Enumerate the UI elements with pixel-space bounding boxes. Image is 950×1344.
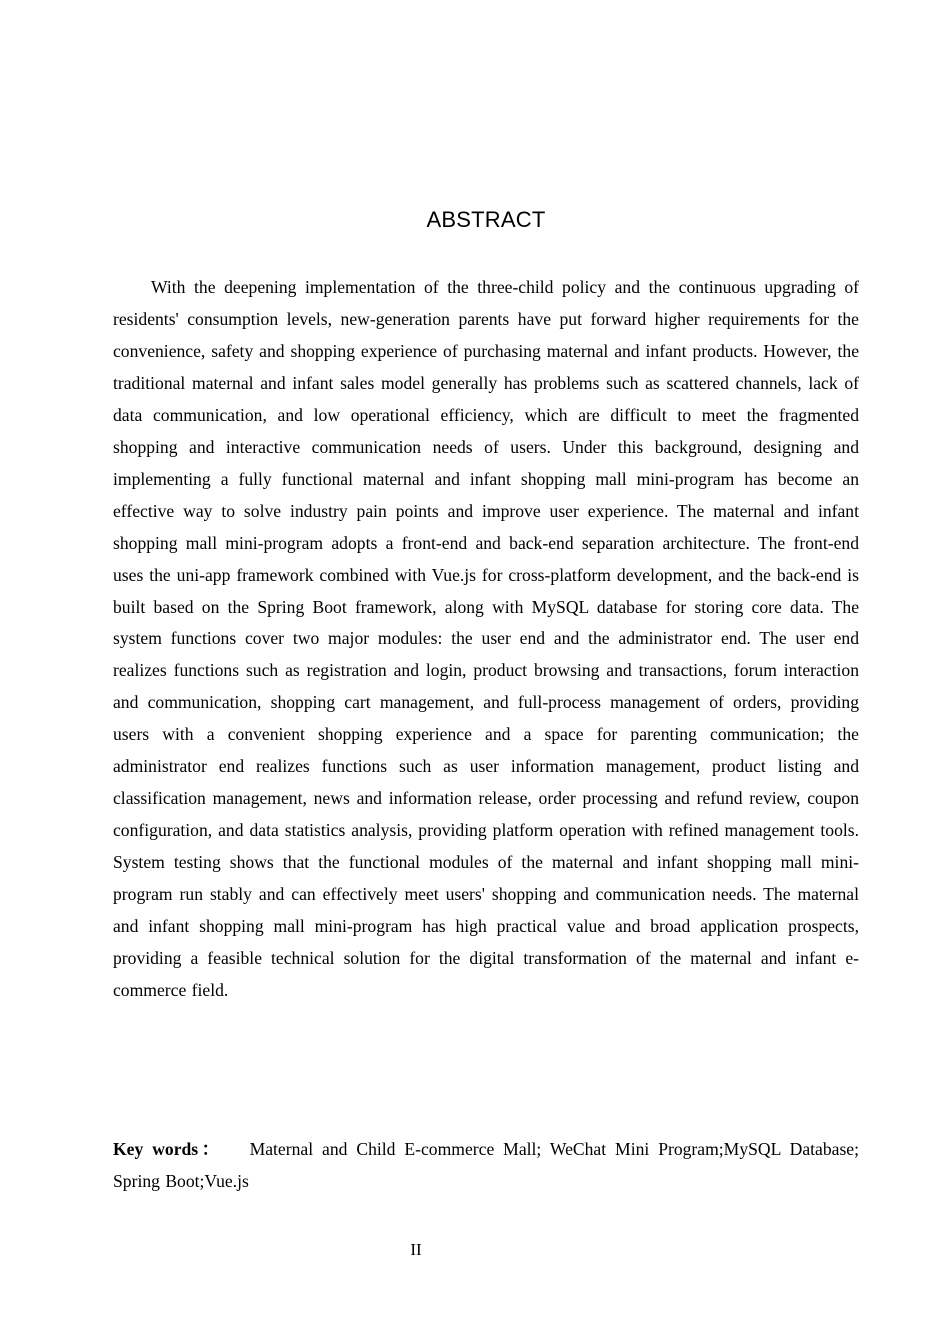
keywords-label: Key words： [113,1139,223,1159]
keywords-paragraph [113,1134,859,1198]
abstract-body: With the deepening implementation of the three-child policy and the continuous upgrading of residents' consumption levels, new-generation parents have put forward higher requirements for the convenience, safety and shopping experience of purchasing maternal and infant products. However, the traditional maternal and infant sales model generally has problems such as scattered channels, lack of data communication, and low operational efficiency, which are difficult to meet the fragmented shopping and interactive communication needs of users. Under this background, designing and implementing a fully functional maternal and infant shopping mall mini-program has become an effective way to solve industry pain points and improve user experience. The maternal and infant shopping mall mini-program adopts a front-end and back-end separation architecture. The front-end uses the uni-app framework combined with Vue.js for cross-platform development, and the back-end is built based on the Spring Boot framework, along with MySQL database for storing core data. The system functions cover two major modules: the user end and the administrator end. The user end realizes functions such as registration and login, product browsing and transactions, forum interaction and communication, shopping cart management, and full-process management of orders, providing users with a convenient shopping experience and a space for parenting communication; the administrator end realizes functions such as user information management, product listing and classification management, news and information release, order processing and refund review, coupon configuration, and data statistics analysis, providing platform operation with refined management tools. System testing shows that the functional modules of the maternal and infant shopping mall mini-program run stably and can effectively meet users' shopping and communication needs. The maternal and infant shopping mall mini-program has high practical value and broad application prospects, providing a feasible technical solution for the digital transformation of the maternal and infant e-commerce field. [113,277,859,1000]
keywords-list: Maternal and Child E-commerce Mall; WeChat Mini Program;MySQL Database; Spring Boot;Vue.js [113,1139,859,1191]
abstract-title: ABSTRACT [426,207,546,232]
page-number: II [410,1240,422,1259]
